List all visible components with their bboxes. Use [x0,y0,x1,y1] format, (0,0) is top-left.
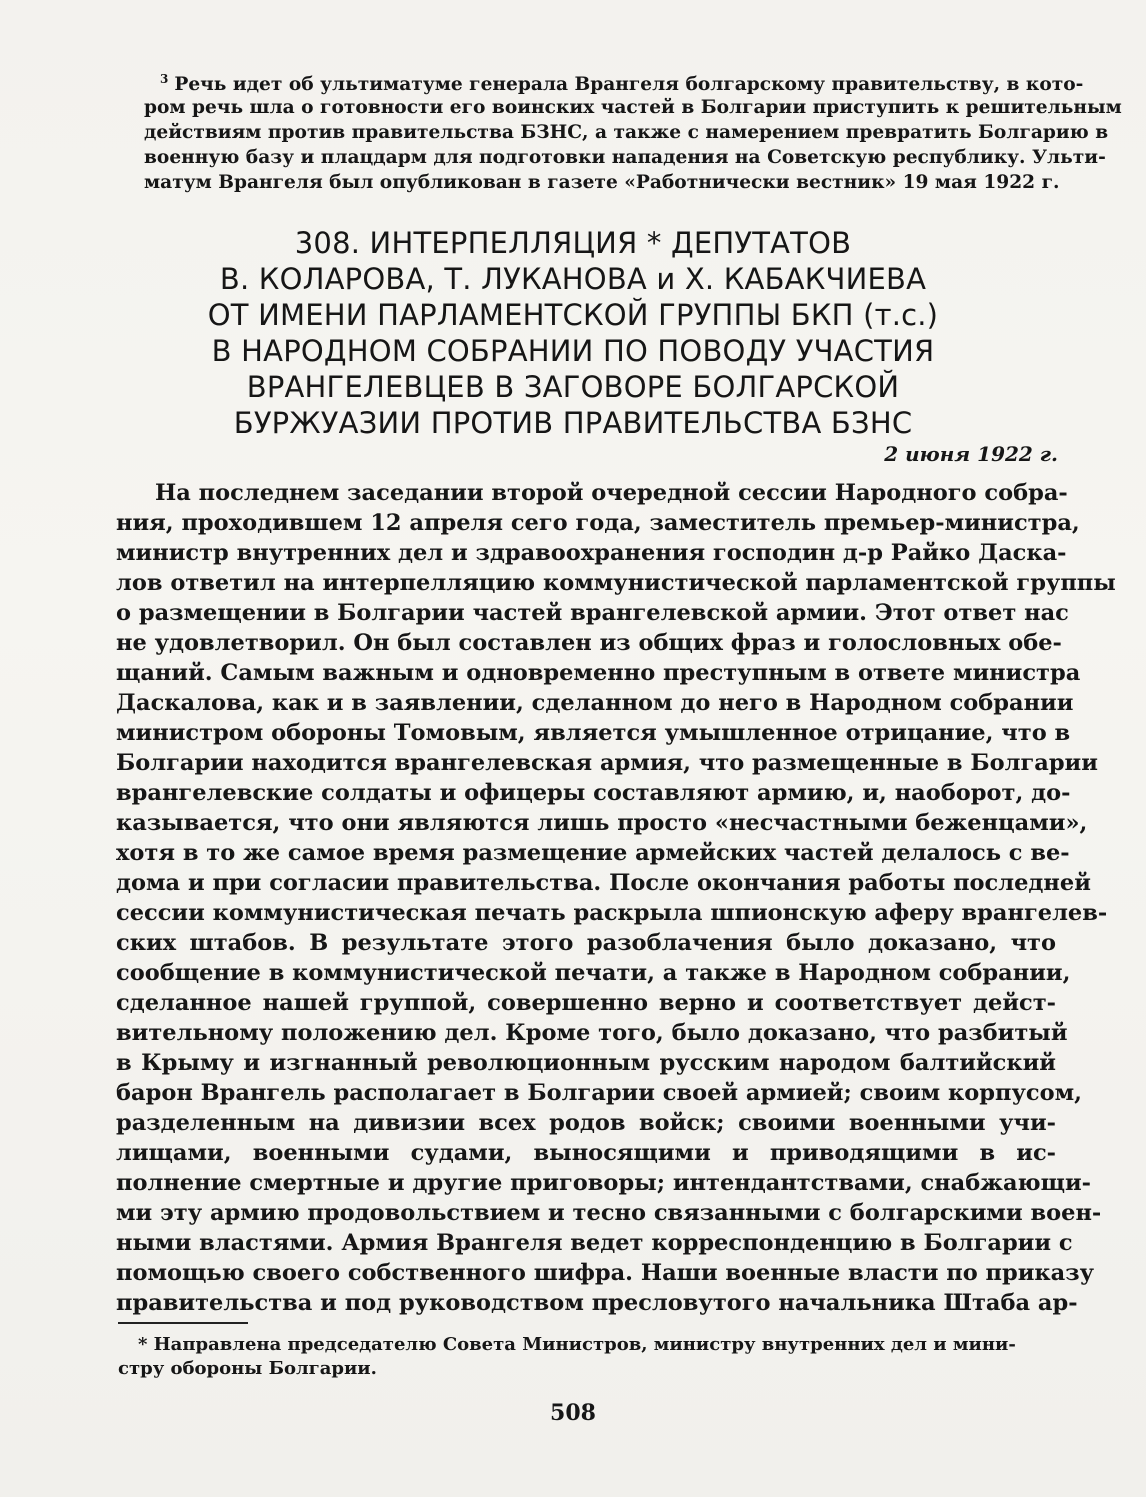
heading-line: В. КОЛАРОВА, Т. ЛУКАНОВА и Х. КАБАКЧИЕВА [219,262,927,296]
body-line: разделенным на дивизии всех родов войск; своими военными учи- [116,1110,1056,1136]
page-number: 508 [550,1400,596,1426]
footnote-bottom-line: * Направлена председателю Совета Министров, министру внутренних дел и мини- [138,1334,1016,1355]
body-line: лов ответил на интерпелляцию коммунистической парламентской группы [116,570,1116,596]
body-line: сообщение в коммунистической печати, а также в Народном собрании, [116,960,1071,986]
body-line: сделанное нашей группой, совершенно верно и соответствует дейст- [116,990,1056,1016]
body-line: помощью своего собственного шифра. Наши военные власти по приказу [116,1260,1095,1286]
footnote-divider [118,1322,248,1324]
body-line: дома и при согласии правительства. После окончания работы последней [116,870,1091,896]
footnote-top-line: $^3$ Речь идет об ультиматуме генерала Врангеля болгарскому правительству, в кото- [160,72,1084,96]
body-line: ских штабов. В результате этого разоблачения было доказано, что [116,930,1056,956]
body-line: На последнем заседании второй очередной сессии Народного собра- [155,480,1068,506]
body-line: о размещении в Болгарии частей врангелевской армии. Этот ответ нас [116,600,1069,626]
body-line: правительства и под руководством пресловутого начальника Штаба ар- [116,1290,1078,1316]
body-line: в Крыму и изгнанный революционным русским народом балтийский [116,1050,1056,1076]
body-line: хотя в то же самое время размещение армейских частей делалось с ве- [116,840,1070,866]
body-line: ными властями. Армия Врангеля ведет корреспонденцию в Болгарии с [116,1230,1073,1256]
body-line: Даскалова, как и в заявлении, сделанном до него в Народном собрании [116,690,1074,716]
footnote-marker: 3 [160,72,169,86]
body-line: сессии коммунистическая печать раскрыла шпионскую аферу врангелев- [116,900,1108,926]
body-line: барон Врангель располагает в Болгарии своей армией; своим корпусом, [116,1080,1082,1106]
footnote-top-line: военную базу и плацдарм для подготовки нападения на Советскую республику. Ульти- [144,147,1106,168]
body-line: ния, проходившем 12 апреля сего года, заместитель премьер-министра, [116,510,1080,536]
body-line: казывается, что они являются лишь просто «несчастными беженцами», [116,810,1088,836]
body-line: Болгарии находится врангелевская армия, что размещенные в Болгарии [116,750,1098,776]
body-line: не удовлетворил. Он был составлен из общих фраз и голословных обе- [116,630,1062,656]
body-line: лищами, военными судами, выносящими и приводящими в ис- [116,1140,1056,1166]
heading-line: ОТ ИМЕНИ ПАРЛАМЕНТСКОЙ ГРУППЫ БКП (т.с.) [207,298,939,332]
heading-line: ВРАНГЕЛЕВЦЕВ В ЗАГОВОРЕ БОЛГАРСКОЙ [246,370,900,404]
body-line: министром обороны Томовым, является умышленное отрицание, что в [116,720,1071,746]
body-line: вительному положению дел. Кроме того, было доказано, что разбитый [116,1020,1068,1046]
body-line: полнение смертные и другие приговоры; интендантствами, снабжающи- [116,1170,1091,1196]
body-line: врангелевские солдаты и офицеры составляют армию, и, наоборот, до- [116,780,1071,806]
body-line: ми эту армию продовольствием и тесно связанными с болгарскими воен- [116,1200,1102,1226]
document-date: 2 июня 1922 г. [884,442,1058,466]
heading-line: В НАРОДНОМ СОБРАНИИ ПО ПОВОДУ УЧАСТИЯ [211,334,935,368]
heading-line: 308. ИНТЕРПЕЛЛЯЦИЯ * ДЕПУТАТОВ [294,226,852,260]
footnote-top-line: действиям против правительства БЗНС, а также с намерением превратить Болгарию в [144,122,1109,143]
body-line: щаний. Самым важным и одновременно преступным в ответе министра [116,660,1081,686]
footnote-top-line: ром речь шла о готовности его воинских частей в Болгарии приступить к решительным [144,97,1122,118]
heading-line: БУРЖУАЗИИ ПРОТИВ ПРАВИТЕЛЬСТВА БЗНС [233,406,913,440]
footnote-top-line: матум Врангеля был опубликован в газете «Работнически вестник» 19 мая 1922 г. [144,172,1060,193]
footnote-bottom-line: стру обороны Болгарии. [118,1358,377,1379]
body-line: министр внутренних дел и здравоохранения господин д-р Райко Даска- [116,540,1067,566]
